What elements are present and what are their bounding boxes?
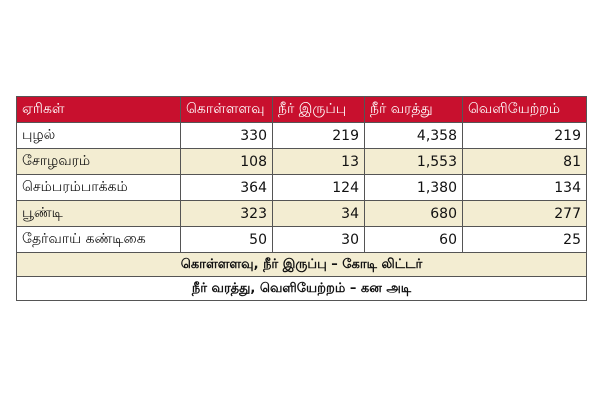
table-row — [17, 201, 587, 227]
outflow-cell: 81 — [463, 149, 587, 175]
header-capacity: கொள்ளளவு — [181, 97, 273, 123]
capacity-cell: 323 — [181, 201, 273, 227]
lake-name: புழல் — [17, 123, 181, 149]
outflow-cell: 277 — [463, 201, 587, 227]
lake-name: சோழவரம் — [17, 149, 181, 175]
header-lakes: ஏரிகள் — [17, 97, 181, 123]
storage-cell: 34 — [273, 201, 365, 227]
table-row — [17, 175, 587, 201]
table-row — [17, 123, 587, 149]
inflow-cell: 680 — [365, 201, 463, 227]
unit-note-row — [17, 253, 587, 277]
lake-name: செம்பரம்பாக்கம் — [17, 175, 181, 201]
capacity-cell: 330 — [181, 123, 273, 149]
inflow-cell: 4,358 — [365, 123, 463, 149]
unit-note-cubic-feet: நீர் வரத்து, வெளியேற்றம் – கன அடி — [17, 277, 587, 301]
header-outflow: வெளியேற்றம் — [463, 97, 587, 123]
table-row — [17, 227, 587, 253]
header-storage: நீர் இருப்பு — [273, 97, 365, 123]
storage-cell: 124 — [273, 175, 365, 201]
lake-data-table — [16, 96, 587, 301]
storage-cell: 30 — [273, 227, 365, 253]
outflow-cell: 134 — [463, 175, 587, 201]
table-row — [17, 149, 587, 175]
unit-note-liters: கொள்ளளவு, நீர் இருப்பு – கோடி லிட்டர் — [17, 253, 587, 277]
outflow-cell: 25 — [463, 227, 587, 253]
capacity-cell: 50 — [181, 227, 273, 253]
lake-data-table-container — [16, 96, 586, 301]
inflow-cell: 1,553 — [365, 149, 463, 175]
outflow-cell: 219 — [463, 123, 587, 149]
header-inflow: நீர் வரத்து — [365, 97, 463, 123]
capacity-cell: 108 — [181, 149, 273, 175]
lake-name: பூண்டி — [17, 201, 181, 227]
lake-name: தேர்வாய் கண்டிகை — [17, 227, 181, 253]
capacity-cell: 364 — [181, 175, 273, 201]
table-header-row — [17, 97, 587, 123]
storage-cell: 13 — [273, 149, 365, 175]
storage-cell: 219 — [273, 123, 365, 149]
inflow-cell: 1,380 — [365, 175, 463, 201]
unit-note-row — [17, 277, 587, 301]
inflow-cell: 60 — [365, 227, 463, 253]
